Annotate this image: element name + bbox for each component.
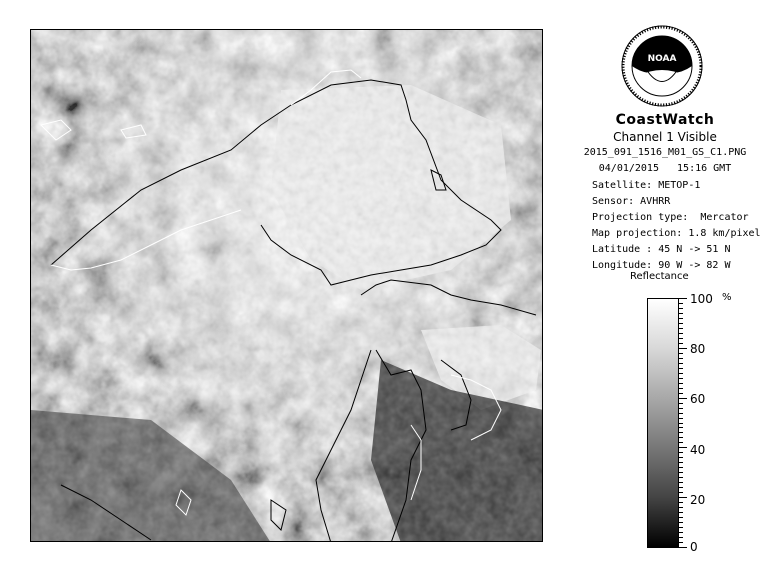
satellite-image: [30, 29, 543, 542]
tick-label-60: 60: [690, 392, 706, 406]
sensor-info: Sensor: AVHRR: [592, 196, 671, 207]
file-name: 2015_091_1516_M01_GS_C1.PNG: [583, 147, 747, 158]
date-time: 04/01/2015 15:16 GMT: [598, 163, 732, 174]
tick-label-100: 100: [690, 292, 713, 306]
projection-type-info: Projection type: Mercator: [592, 212, 749, 223]
tick-label-80: 80: [690, 342, 706, 356]
tick-label-40: 40: [690, 443, 706, 457]
longitude-info: Longitude: 90 W -> 82 W: [592, 260, 731, 271]
tick-label-0: 0: [690, 540, 698, 554]
reflectance-colorbar: [647, 298, 679, 548]
legend-unit: %: [722, 292, 732, 303]
map-projection-info: Map projection: 1.8 km/pixel: [592, 228, 761, 239]
noaa-logo: [620, 24, 704, 108]
product-title: CoastWatch: [615, 112, 715, 128]
latitude-info: Latitude : 45 N -> 51 N: [592, 244, 731, 255]
legend-label: Reflectance: [630, 271, 689, 282]
tick-label-20: 20: [690, 493, 706, 507]
channel-subtitle: Channel 1 Visible: [613, 130, 717, 144]
satellite-info: Satellite: METOP-1: [592, 180, 701, 191]
noaa-logo-text: NOAA: [647, 54, 677, 64]
colorbar-ticks: [679, 298, 739, 548]
